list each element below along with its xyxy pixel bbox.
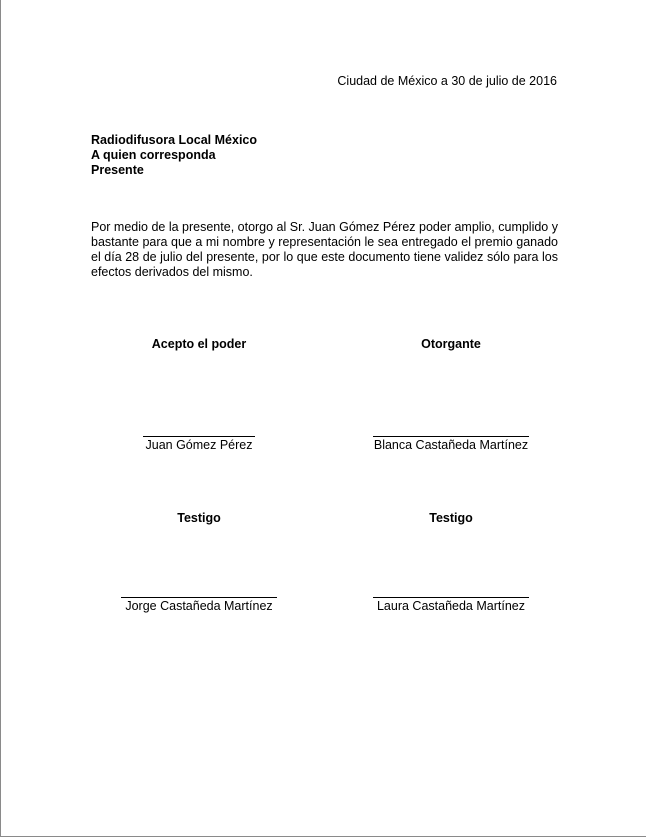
signature-title-witness-1-text: Testigo xyxy=(177,511,221,525)
signature-title-grantor xyxy=(371,337,531,351)
signature-line-acceptor xyxy=(143,436,255,437)
signature-title-witness-1 xyxy=(119,511,279,525)
signature-line-witness-2 xyxy=(373,597,529,598)
signature-name-witness-1: Jorge Castañeda Martínez xyxy=(125,599,273,613)
signature-line-grantor xyxy=(373,436,529,437)
signature-title-grantor-text: Otorgante xyxy=(421,337,481,351)
signature-line-witness-1 xyxy=(121,597,277,598)
recipient-line-2: A quien corresponda xyxy=(91,148,216,162)
signature-title-witness-2 xyxy=(371,511,531,525)
recipient-line-3: Presente xyxy=(91,163,144,177)
letter-body: Por medio de la presente, otorgo al Sr. Juan Gómez Pérez poder amplio, cumplido y bastante para que a mi nombre y representación le sea entregado el premio ganado el día 28 de julio del presente, por lo que este documento tiene validez sólo para los efectos derivados del mismo. xyxy=(91,220,558,279)
signature-title-witness-2-text: Testigo xyxy=(429,511,473,525)
signature-name-grantor: Blanca Castañeda Martínez xyxy=(373,438,529,452)
signature-name-witness-2: Laura Castañeda Martínez xyxy=(376,599,525,613)
signature-title-acceptor xyxy=(119,337,279,351)
place-date: Ciudad de México a 30 de julio de 2016 xyxy=(337,74,557,88)
signature-name-acceptor: Juan Gómez Pérez xyxy=(145,438,253,452)
recipient-line-1: Radiodifusora Local México xyxy=(91,133,258,147)
recipient-block xyxy=(91,133,257,178)
signature-title-acceptor-text: Acepto el poder xyxy=(151,337,247,351)
